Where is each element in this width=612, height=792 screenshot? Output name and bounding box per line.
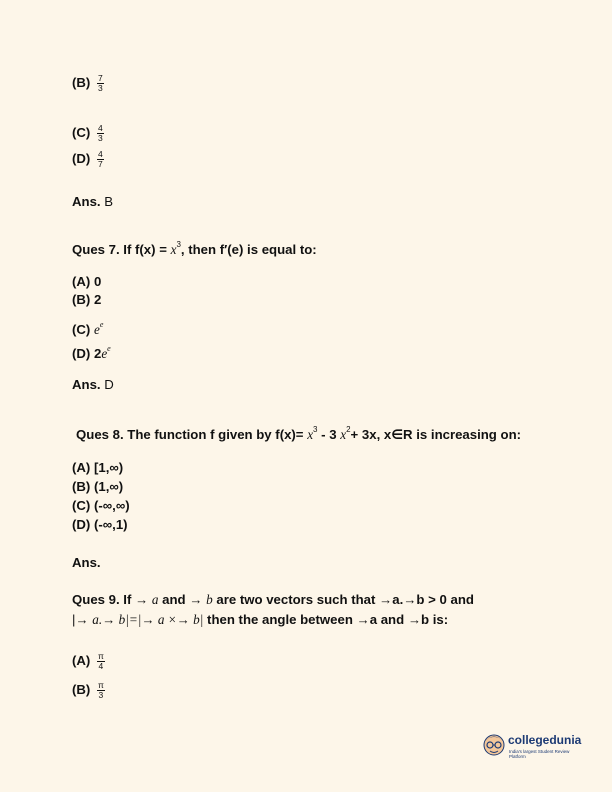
- q7-option-d: (D) $2e^e$: [72, 344, 111, 361]
- fraction: $\frac{4}{3}$: [97, 123, 103, 143]
- q6-option-b: (B) $\frac{7}{3}$: [72, 73, 103, 93]
- fraction: $\frac{4}{7}$: [97, 149, 103, 169]
- logo-tagline: India's largest Student Review Platform: [509, 749, 570, 759]
- q7-option-b: (B) 2: [72, 292, 102, 307]
- q7-option-c: (C) $e^e$: [72, 320, 104, 337]
- q9-question-line1: Ques 9. If → a and → b are two vectors such that →a.→b > 0 and: [72, 592, 474, 607]
- q8-option-d: (D) (-∞,1): [72, 517, 128, 532]
- q6-option-d: (D) $\frac{4}{7}$: [72, 149, 103, 169]
- q6-option-c: (C) $\frac{4}{3}$: [72, 123, 103, 143]
- q8-option-c: (C) (-∞,∞): [72, 498, 130, 513]
- q6-answer: Ans. B: [72, 194, 114, 209]
- q7-question: Ques 7. If $f(x) = x^3$, then f′(e) is equal to:: [72, 240, 317, 257]
- fraction: $\frac{\pi}{3}$: [97, 680, 104, 700]
- q7-answer: Ans. D: [72, 377, 114, 392]
- q8-option-a: (A) [1,∞): [72, 460, 124, 475]
- q9-option-b: (B) $\frac{\pi}{3}$: [72, 680, 104, 700]
- mascot-icon: [481, 731, 507, 757]
- q8-answer: Ans.: [72, 555, 101, 570]
- q8-option-b: (B) (1,∞): [72, 479, 124, 494]
- fraction: $\frac{7}{3}$: [97, 73, 103, 93]
- fraction: $\frac{\pi}{4}$: [97, 651, 104, 671]
- collegedunia-logo: [481, 729, 587, 761]
- q9-question-line2: |→ a.→ b|=|→ a ×→ b| then the angle between →a and →b is:: [72, 612, 449, 627]
- q7-option-a: (A) 0: [72, 274, 102, 289]
- q9-option-a: (A) $\frac{\pi}{4}$: [72, 651, 104, 671]
- q8-question: Ques 8. The function f given by $f(x)= x^3 - 3$ $x^2+ 3x$, x∈R is increasing on:: [76, 425, 522, 442]
- logo-name: collegedunia: [508, 733, 582, 747]
